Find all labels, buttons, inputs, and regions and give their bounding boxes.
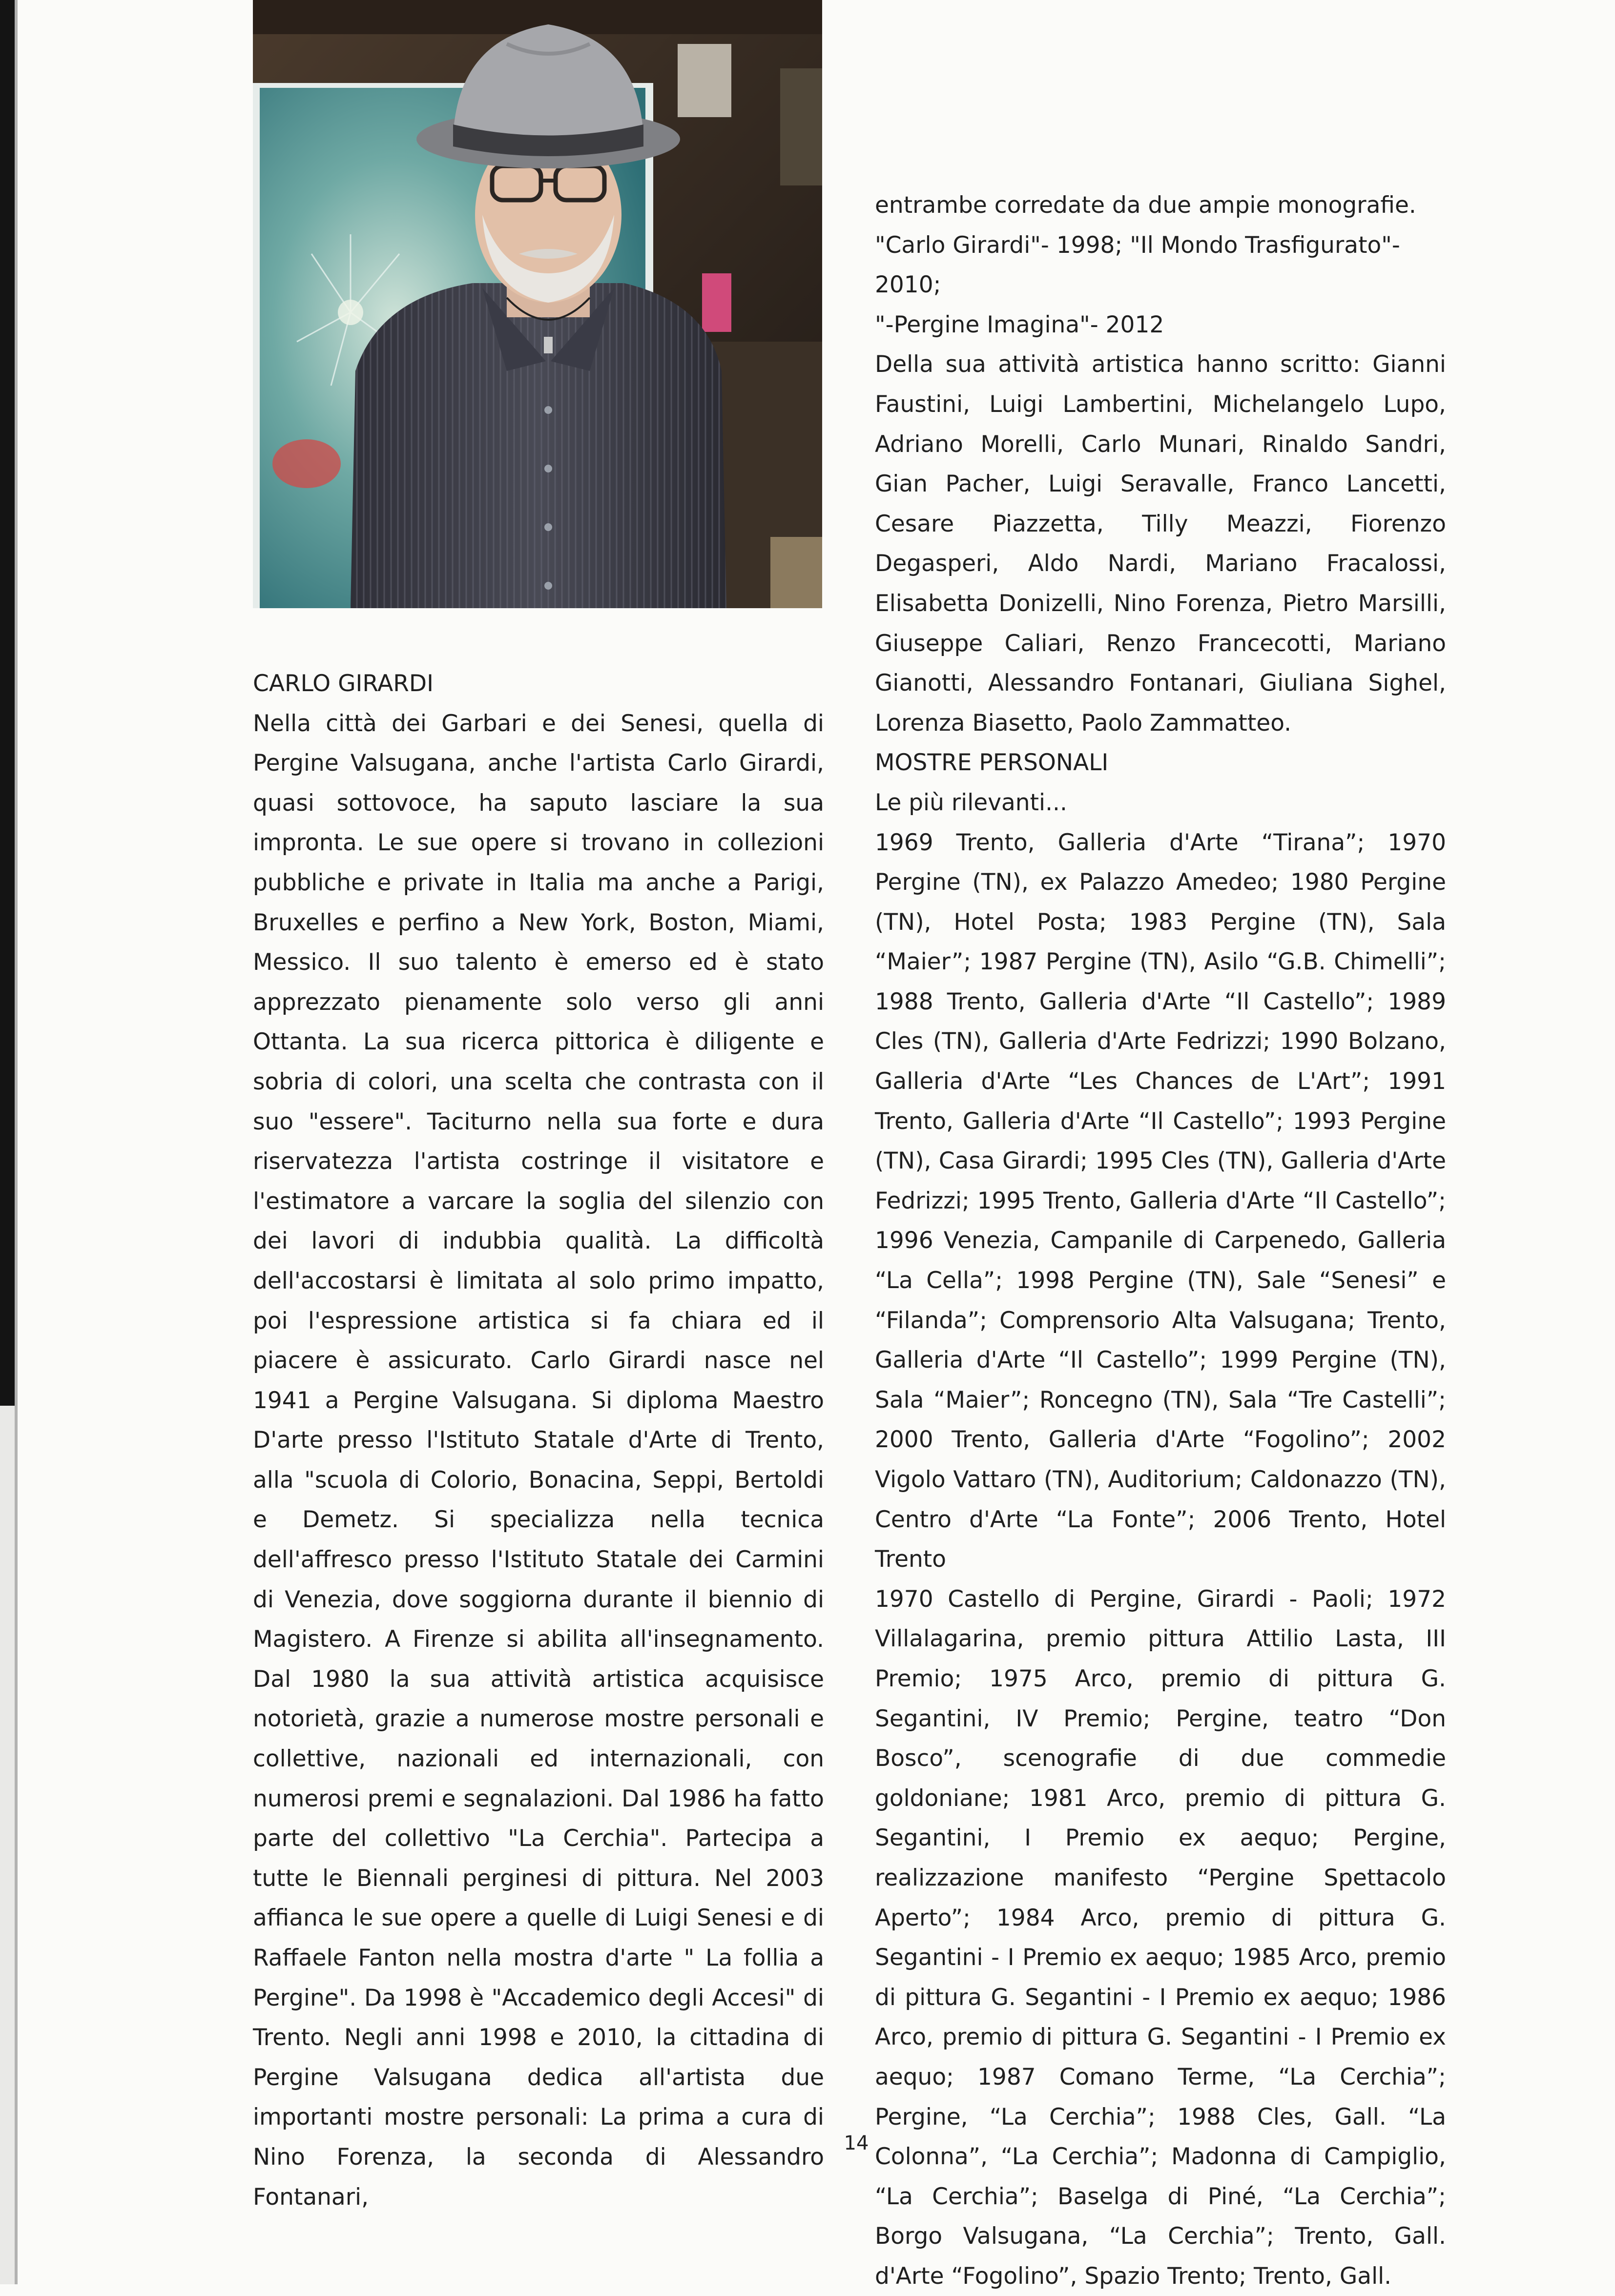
artist-portrait-photo bbox=[253, 0, 822, 608]
collective-exhibitions-paragraph: 1970 Castello di Pergine, Girardi - Paoli; 1972 Villalagarina, premio pittura Attilio Lasta, III Premio; 1975 Arco, premio di pittura G. Segantini, IV Premio; Pergine, teatro “Don Bosco”, scenografie di due commedie goldoniane; 1981 Arco, premio di pittura G. Segantini, I Premio ex aequo; Pergine, realizzazione manifesto “Pergine Spettacolo Aperto”; 1984 Arco, premio di pittura G. Segantini - I Premio ex aequo; 1985 Arco, premio di pittura G. Segantini - I Premio ex aequo; 1986 Arco, premio di pittura G. Segantini - I Premio ex aequo; 1987 Comano Terme, “La Cerchia”; Pergine, “La Cerchia”; 1988 Cles, Gall. “La Colonna”, “La Cerchia”; Madonna di Campiglio, “La Cerchia”; Baselga di Piné, “La Cerchia”; Borgo Valsugana, “La Cerchia”; Trento, Gall. d'Arte “Fogolino”, Spazio Trento; Trento, Gall. bbox=[875, 1585, 1446, 2290]
exhibitions-heading: MOSTRE PERSONALI bbox=[875, 749, 1109, 777]
page-binding-gap bbox=[0, 1406, 15, 2284]
article-title: CARLO GIRARDI bbox=[253, 670, 434, 697]
biography-paragraph: Nella città dei Garbari e dei Senesi, quella di Pergine Valsugana, anche l'artista Carlo Girardi, quasi sottovoce, ha saputo lasciare la sua impronta. Le sue opere si trovano in collezioni pubbliche e private in Italia ma anche a Parigi, Bruxelles e perfino a New York, Boston, Miami, Messico. Il suo talento è emerso ed è stato apprezzato pienamente solo verso gli anni Ottanta. La sua ricerca pittorica è diligente e sobria di colori, una scelta che contrasta con il suo "essere". Taciturno nella sua forte e dura riservatezza l'artista costringe il visitatore e l'estimatore a varcare la soglia del silenzio con dei lavori di indubbia qualità. La difficoltà dell'accostarsi è limitata al solo primo impatto, poi l'espressione artistica si fa chiara ed il piacere è assicurato. Carlo Girardi nasce nel 1941 a Pergine Valsugana. Si diploma Maestro D'arte presso l'Istituto Statale d'Arte di Trento, alla "scuola di Colorio, Bonacina, Seppi, Bertoldi e Demetz. Si specializza nella tecnica dell'affresco presso l'Istituto Statale dei Carmini di Venezia, dove soggiorna durante il biennio di Magistero. A Firenze si abilita all'insegnamento. Dal 1980 la sua attività artistica acquisisce notorietà, grazie a numerose mostre personali e collettive, nazionali ed internazionali, con numerosi premi e segnalazioni. Dal 1986 ha fatto parte del collettivo "La Cerchia". Partecipa a tutte le Biennali perginesi di pittura. Nel 2003 affianca le sue opere a quelle di Luigi Senesi e di Raffaele Fanton nella mostra d'arte " La follia a Pergine". Da 1998 è "Accademico degli Accesi" di Trento. Negli anni 1998 e 2010, la cittadina di Pergine Valsugana dedica all'artista due importanti mostre personali: La prima a cura di Nino Forenza, la seconda di Alessandro Fontanari, bbox=[253, 710, 824, 2211]
exhibitions-subheading: Le più rilevanti... bbox=[875, 789, 1067, 816]
left-text-column bbox=[253, 664, 824, 2217]
page-binding-shadow bbox=[15, 0, 18, 2284]
monographs-intro: entrambe corredate da due ampie monografie. bbox=[875, 192, 1416, 219]
monographs-line-2: "-Pergine Imagina"- 2012 bbox=[875, 311, 1164, 338]
monographs-line-1: "Carlo Girardi"- 1998; "Il Mondo Trasfigurato"- 2010; bbox=[875, 231, 1400, 299]
solo-exhibitions-paragraph: 1969 Trento, Galleria d'Arte “Tirana”; 1970 Pergine (TN), ex Palazzo Amedeo; 1980 Pergine (TN), Hotel Posta; 1983 Pergine (TN), Sala “Maier”; 1987 Pergine (TN), Asilo “G.B. Chimelli”; 1988 Trento, Galleria d'Arte “Il Castello”; 1989 Cles (TN), Galleria d'Arte Fedrizzi; 1990 Bolzano, Galleria d'Arte “Les Chances de L'Art”; 1991 Trento, Galleria d'Arte “Il Castello”; 1993 Pergine (TN), Casa Girardi; 1995 Cles (TN), Galleria d'Arte Fedrizzi; 1995 Trento, Galleria d'Arte “Il Castello”; 1996 Venezia, Campanile di Carpenedo, Galleria “La Cella”; 1998 Pergine (TN), Sale “Senesi” e “Filanda”; Comprensorio Alta Valsugana; Trento, Galleria d'Arte “Il Castello”; 1999 Pergine (TN), Sala “Maier”; Roncegno (TN), Sala “Tre Castelli”; 2000 Trento, Galleria d'Arte “Fogolino”; 2002 Vigolo Vattaro (TN), Auditorium; Caldonazzo (TN), Centro d'Arte “La Fonte”; 2006 Trento, Hotel Trento bbox=[875, 829, 1446, 1573]
right-text-column bbox=[875, 185, 1446, 2296]
portrait-illustration bbox=[253, 0, 822, 608]
page-number: 14 bbox=[844, 2132, 869, 2154]
writers-paragraph: Della sua attività artistica hanno scritto: Gianni Faustini, Luigi Lambertini, Michelangelo Lupo, Adriano Morelli, Carlo Munari, Rinaldo Sandri, Gian Pacher, Luigi Seravalle, Franco Lancetti, Cesare Piazzetta, Tilly Meazzi, Fiorenzo Degasperi, Aldo Nardi, Mariano Fracalossi, Elisabetta Donizelli, Nino Forenza, Pietro Marsilli, Giuseppe Caliari, Renzo Francecotti, Mariano Gianotti, Alessandro Fontanari, Giuliana Sighel, Lorenza Biasetto, Paolo Zammatteo. bbox=[875, 351, 1446, 737]
